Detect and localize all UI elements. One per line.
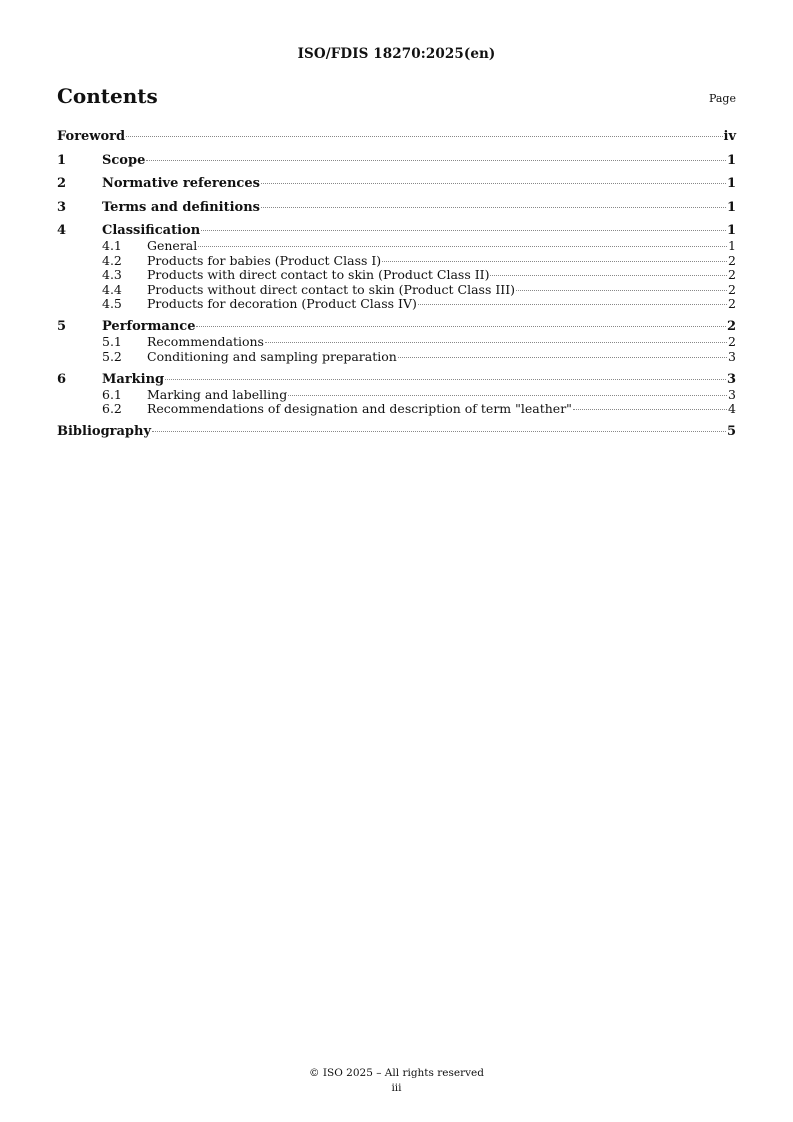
toc-number: 4.4 (102, 281, 122, 297)
toc-title: Normative references (102, 176, 260, 191)
toc-number: 4.5 (102, 296, 122, 311)
toc-entry-marking[interactable] (57, 372, 736, 388)
toc-subentry-4-1[interactable] (57, 239, 736, 254)
dot-leader (418, 304, 727, 305)
dot-leader (490, 275, 727, 276)
dot-leader (516, 290, 727, 291)
toc-number: 6.1 (102, 386, 122, 402)
page-footer (0, 1066, 793, 1096)
dot-leader (398, 357, 727, 358)
toc-page: 3 (728, 348, 736, 364)
toc-page: 2 (728, 296, 736, 311)
toc-entry-bibliography[interactable] (57, 424, 736, 440)
toc-title: Recommendations (147, 334, 264, 349)
toc-page: 4 (728, 401, 736, 416)
toc-number: 3 (57, 199, 67, 215)
toc-subentry-5-1[interactable] (57, 335, 736, 350)
dot-leader (265, 342, 727, 343)
toc-title: Recommendations of designation and description of term "leather" (147, 401, 572, 416)
toc-entry-classification[interactable] (57, 223, 736, 239)
toc-title: Marking and labelling (147, 386, 288, 402)
toc-page: 1 (726, 176, 736, 191)
document-header: ISO/FDIS 18270:2025(en) (297, 46, 496, 62)
toc-page: iv (723, 129, 736, 144)
toc-title: Products for babies (Product Class I) (147, 252, 382, 268)
toc-page: 1 (726, 199, 736, 215)
toc-title: Marking (102, 371, 165, 387)
toc-title: Products with direct contact to skin (Product Class II) (147, 267, 490, 282)
toc-page: 1 (726, 152, 736, 168)
dot-leader (573, 409, 727, 410)
toc-subentry-6-1[interactable] (57, 388, 736, 403)
dot-leader (198, 246, 727, 247)
dot-leader (152, 431, 726, 432)
table-of-contents (57, 129, 736, 440)
page-column-label: Page (708, 92, 736, 105)
toc-subentry-5-2[interactable] (57, 350, 736, 365)
toc-number: 5.1 (102, 334, 122, 349)
toc-number: 4.3 (102, 267, 122, 282)
toc-entry-scope[interactable] (57, 153, 736, 169)
toc-number: 4.1 (102, 238, 122, 253)
toc-page: 3 (728, 386, 736, 402)
dot-leader (196, 326, 725, 327)
toc-number: 6 (57, 371, 67, 387)
copyright-notice: © ISO 2025 – All rights reserved (309, 1067, 484, 1079)
toc-title: Terms and definitions (102, 199, 260, 215)
dot-leader (288, 395, 727, 396)
toc-number: 5.2 (102, 348, 122, 364)
toc-page: 1 (726, 223, 736, 238)
dot-leader (165, 379, 726, 380)
toc-title: Classification (102, 223, 201, 238)
toc-entry-terms-and-definitions[interactable] (57, 200, 736, 216)
toc-page: 2 (728, 267, 736, 282)
dot-leader (201, 230, 726, 231)
toc-entry-performance[interactable] (57, 319, 736, 335)
contents-title: Contents (57, 84, 158, 108)
toc-title: Products without direct contact to skin (Product Class III) (147, 281, 516, 297)
dot-leader (126, 136, 722, 137)
toc-entry-foreword[interactable] (57, 129, 736, 145)
toc-title: Foreword (57, 129, 126, 144)
dot-leader (261, 183, 726, 184)
toc-subentry-4-3[interactable] (57, 268, 736, 283)
toc-page: 2 (728, 252, 736, 268)
page-number: iii (391, 1082, 402, 1094)
toc-entry-normative-references[interactable] (57, 176, 736, 192)
dot-leader (382, 261, 727, 262)
toc-number: 4.2 (102, 252, 122, 268)
toc-page: 5 (726, 424, 736, 439)
toc-title: Products for decoration (Product Class IV) (147, 296, 417, 311)
dot-leader (261, 207, 726, 208)
toc-page: 1 (728, 238, 736, 253)
toc-page: 3 (726, 371, 736, 387)
toc-number: 6.2 (102, 401, 122, 416)
toc-subentry-6-2[interactable] (57, 402, 736, 417)
toc-page: 2 (728, 334, 736, 349)
toc-subentry-4-4[interactable] (57, 283, 736, 298)
toc-number: 4 (57, 223, 67, 238)
toc-number: 2 (57, 176, 67, 191)
toc-number: 5 (57, 319, 67, 334)
toc-title: Performance (102, 319, 196, 334)
toc-title: General (147, 238, 198, 253)
toc-title: Bibliography (57, 424, 152, 439)
toc-subentry-4-5[interactable] (57, 297, 736, 312)
toc-subentry-4-2[interactable] (57, 254, 736, 269)
toc-page: 2 (726, 319, 736, 334)
dot-leader (146, 160, 726, 161)
toc-page: 2 (728, 281, 736, 297)
toc-title: Conditioning and sampling preparation (147, 348, 397, 364)
toc-number: 1 (57, 152, 67, 168)
toc-title: Scope (102, 152, 146, 168)
